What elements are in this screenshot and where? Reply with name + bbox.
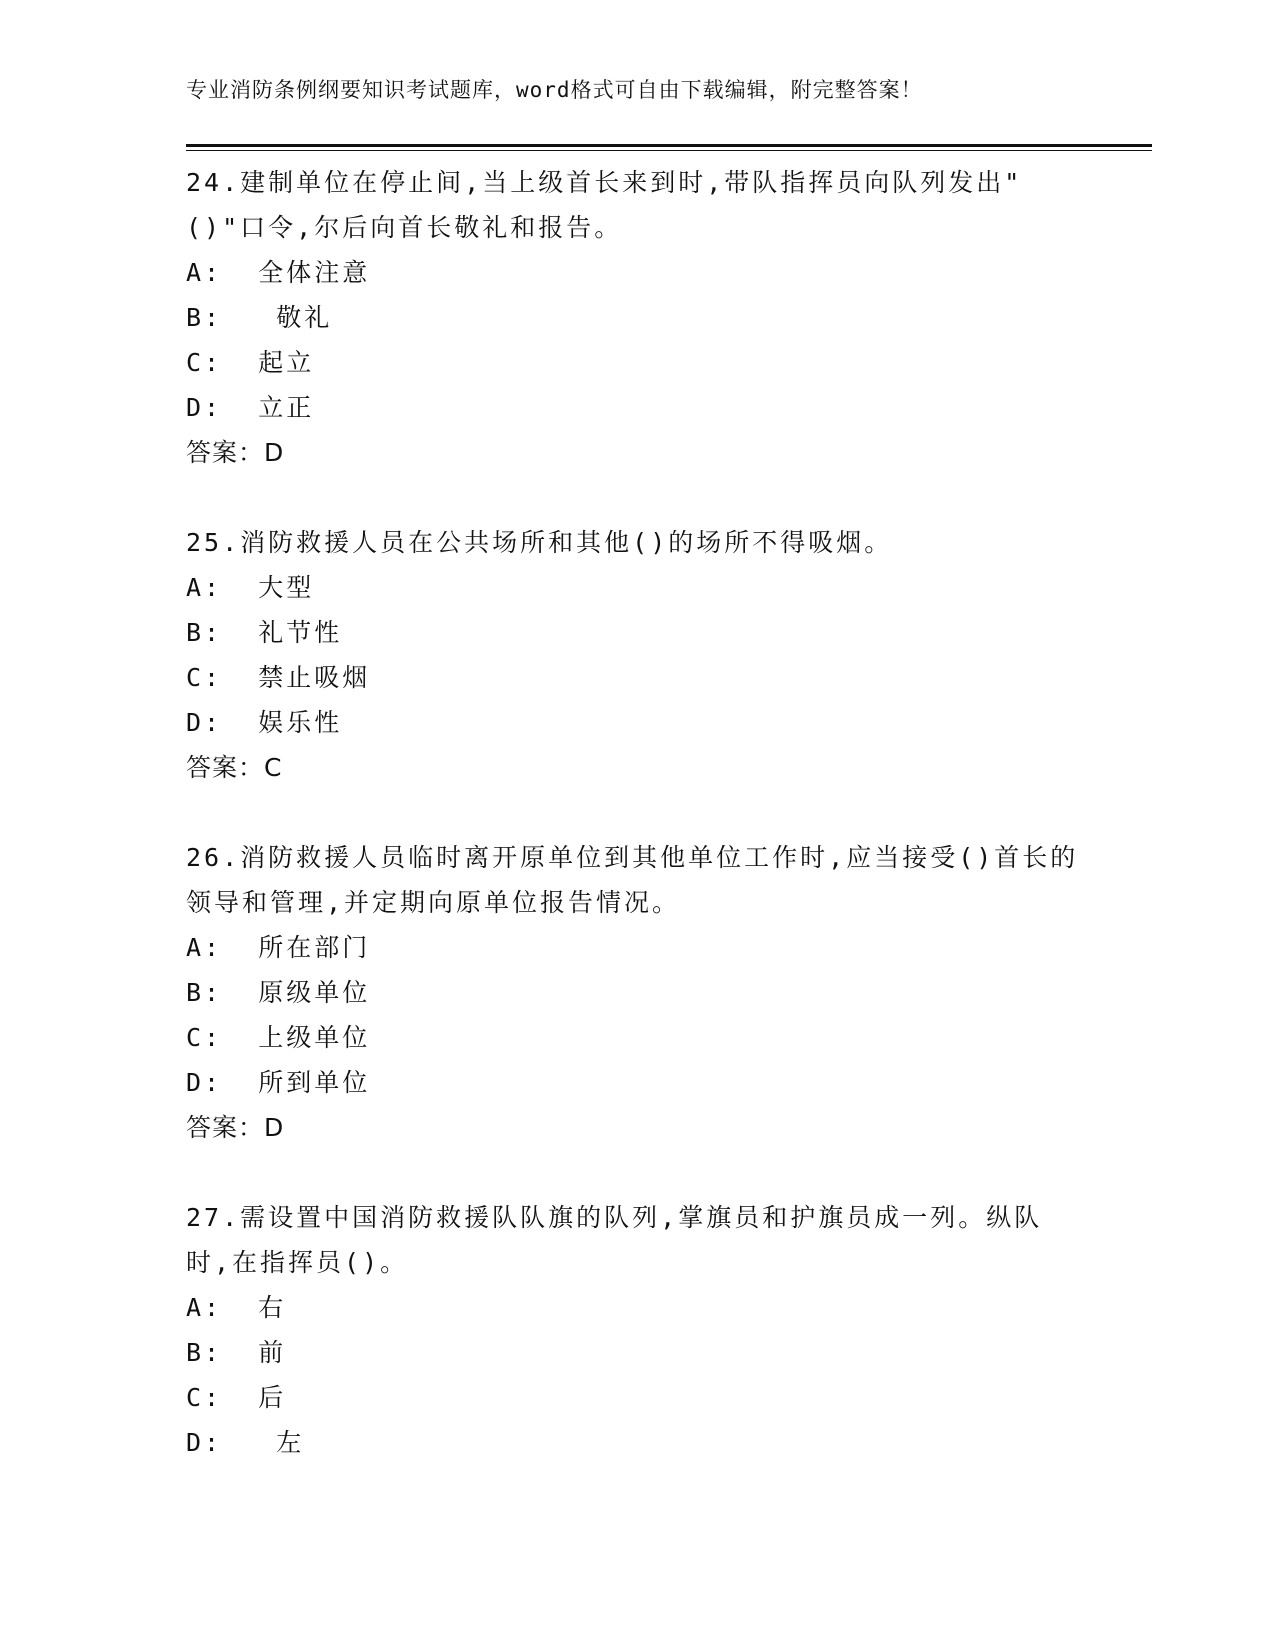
- option-c: C: 上级单位: [186, 1023, 371, 1052]
- option-b: B: 礼节性: [186, 618, 343, 647]
- question-stem: 24.建制单位在停止间,当上级首长来到时,带队指挥员向队列发出"()"口令,尔后向首长敬礼和报告。: [186, 168, 1023, 242]
- option-d: D: 立正: [186, 393, 315, 422]
- option-d: D: 左: [186, 1428, 305, 1457]
- option-a: A: 所在部门: [186, 933, 371, 962]
- question-stem: 25.消防救援人员在公共场所和其他()的场所不得吸烟。: [186, 528, 893, 557]
- question-stem: 26.消防救援人员临时离开原单位到其他单位工作时,应当接受()首长的领导和管理,并定期向原单位报告情况。: [186, 843, 1079, 917]
- answer-line: 答案：C: [186, 753, 283, 782]
- option-c: C: 禁止吸烟: [186, 663, 371, 692]
- option-b: B: 前: [186, 1338, 287, 1367]
- option-c: C: 起立: [186, 348, 315, 377]
- header-divider: [186, 144, 1152, 151]
- question-27: [186, 1195, 1086, 1465]
- option-a: A: 全体注意: [186, 258, 371, 287]
- question-25: [186, 520, 1086, 790]
- option-a: A: 右: [186, 1293, 287, 1322]
- answer-line: 答案：D: [186, 438, 285, 467]
- question-24: [186, 160, 1086, 475]
- question-26: [186, 835, 1086, 1150]
- option-b: B: 敬礼: [186, 303, 333, 332]
- question-stem: 27.需设置中国消防救援队队旗的队列,掌旗员和护旗员成一列。纵队时,在指挥员()。: [186, 1203, 1043, 1277]
- question-list: [186, 160, 1086, 1510]
- option-b: B: 原级单位: [186, 978, 371, 1007]
- option-a: A: 大型: [186, 573, 315, 602]
- option-c: C: 后: [186, 1383, 287, 1412]
- option-d: D: 所到单位: [186, 1068, 371, 1097]
- answer-line: 答案：D: [186, 1113, 285, 1142]
- option-d: D: 娱乐性: [186, 708, 343, 737]
- page-header: 专业消防条例纲要知识考试题库，word格式可自由下载编辑，附完整答案！: [186, 78, 923, 102]
